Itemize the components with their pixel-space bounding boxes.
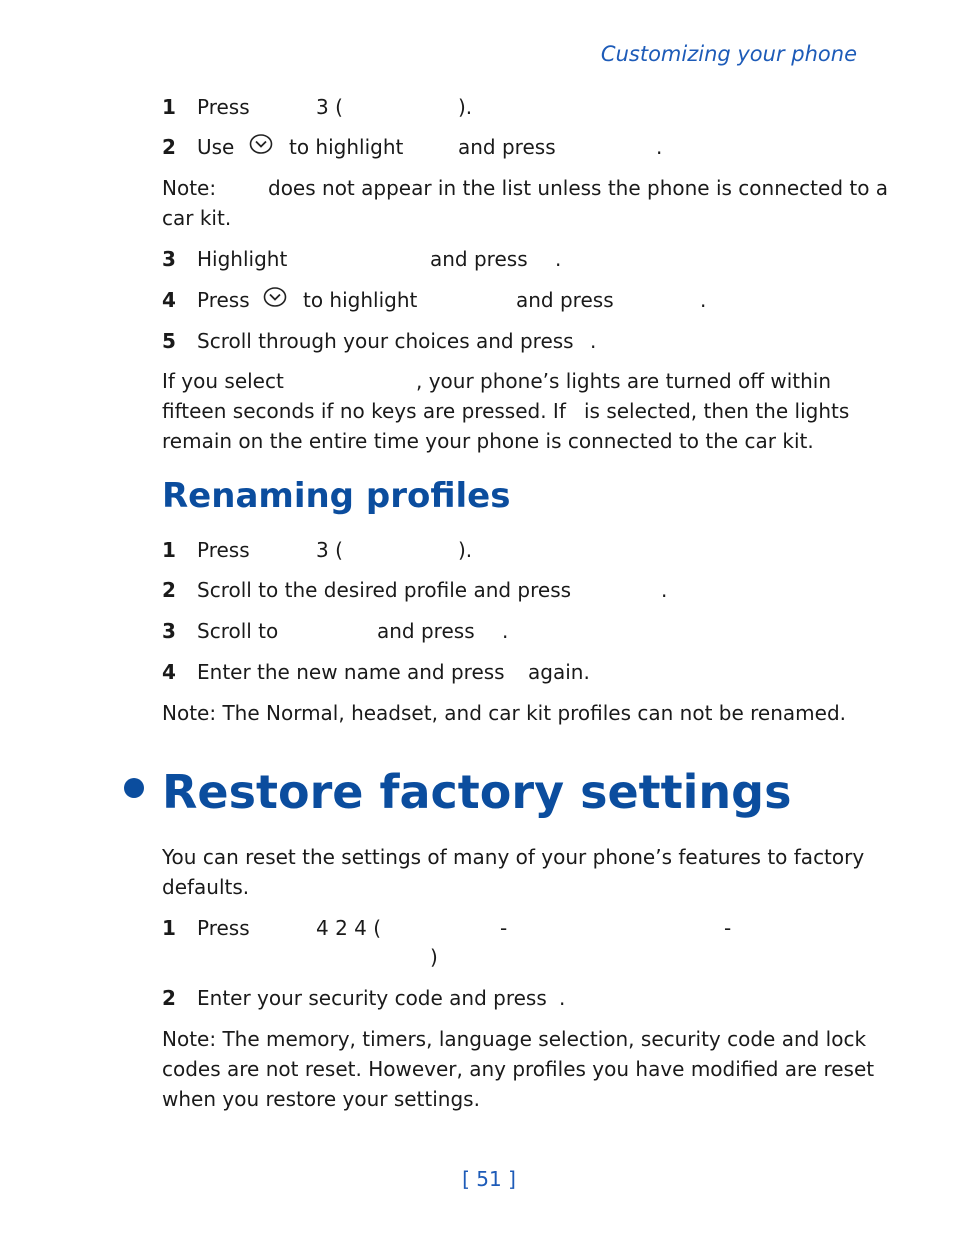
step-text: Scroll through your choices and press <box>197 329 574 353</box>
step-number: 1 <box>162 916 176 940</box>
step-text: . <box>555 247 562 271</box>
step-text: again. <box>528 660 590 684</box>
step-text: and press <box>458 135 556 159</box>
step-text: - <box>500 916 508 940</box>
para-text: defaults. <box>162 875 250 899</box>
step-text: Scroll to the desired profile and press <box>197 578 572 602</box>
step-text: ). <box>458 538 473 562</box>
running-header: Customizing your phone <box>600 42 857 66</box>
step-text: Press <box>197 916 250 940</box>
step-number: 2 <box>162 986 176 1010</box>
note-text: Note: The Normal, headset, and car kit profiles can not be renamed. <box>162 701 847 725</box>
step-number: 4 <box>162 288 176 312</box>
step-text: ). <box>458 95 473 119</box>
step-text: . <box>700 288 707 312</box>
section-heading-renaming: Renaming profiles <box>162 476 511 516</box>
step-text: Press <box>197 288 250 312</box>
step-text: and press <box>516 288 614 312</box>
step-number: 4 <box>162 660 176 684</box>
step-text: Press <box>197 538 250 562</box>
step-text: and press <box>430 247 528 271</box>
step-text: . <box>590 329 597 353</box>
step-text: 3 ( <box>316 538 343 562</box>
step-number: 1 <box>162 538 176 562</box>
step-text: - <box>724 916 732 940</box>
step-text: to highlight <box>303 288 418 312</box>
para-text: If you select <box>162 369 284 393</box>
step-number: 2 <box>162 135 176 159</box>
step-text: . <box>656 135 663 159</box>
step-text: . <box>559 986 566 1010</box>
step-text: Press <box>197 95 250 119</box>
note-text: codes are not reset. However, any profiles you have modified are reset <box>162 1057 875 1081</box>
step-text: Scroll to <box>197 619 279 643</box>
step-text: Highlight <box>197 247 288 271</box>
step-text: Enter the new name and press <box>197 660 505 684</box>
step-number: 1 <box>162 95 176 119</box>
step-text: and press <box>377 619 475 643</box>
para-text: is selected, then the lights <box>584 399 850 423</box>
para-text: You can reset the settings of many of your phone’s features to factory <box>162 845 865 869</box>
step-text: 3 ( <box>316 95 343 119</box>
scroll-key-icon <box>249 133 273 155</box>
note-label: Note: <box>162 176 217 200</box>
step-text: . <box>661 578 668 602</box>
step-text: ) <box>430 945 438 969</box>
step-number: 5 <box>162 329 176 353</box>
step-number: 3 <box>162 619 176 643</box>
step-text: . <box>502 619 509 643</box>
step-text: Enter your security code and press <box>197 986 547 1010</box>
para-text: fifteen seconds if no keys are pressed. If <box>162 399 566 423</box>
scroll-key-icon <box>263 286 287 308</box>
note-text: car kit. <box>162 206 232 230</box>
page-number: [ 51 ] <box>462 1167 516 1191</box>
step-number: 2 <box>162 578 176 602</box>
para-text: remain on the entire time your phone is connected to the car kit. <box>162 429 814 453</box>
step-text: Use <box>197 135 235 159</box>
note-text: does not appear in the list unless the phone is connected to a <box>268 176 889 200</box>
note-text: Note: The memory, timers, language selection, security code and lock <box>162 1027 867 1051</box>
step-text: 4 2 4 ( <box>316 916 382 940</box>
note-text: when you restore your settings. <box>162 1087 480 1111</box>
step-number: 3 <box>162 247 176 271</box>
heading-bullet <box>124 778 144 798</box>
para-text: , your phone’s lights are turned off within <box>416 369 832 393</box>
step-text: to highlight <box>289 135 404 159</box>
section-heading-restore: Restore factory settings <box>162 765 792 819</box>
